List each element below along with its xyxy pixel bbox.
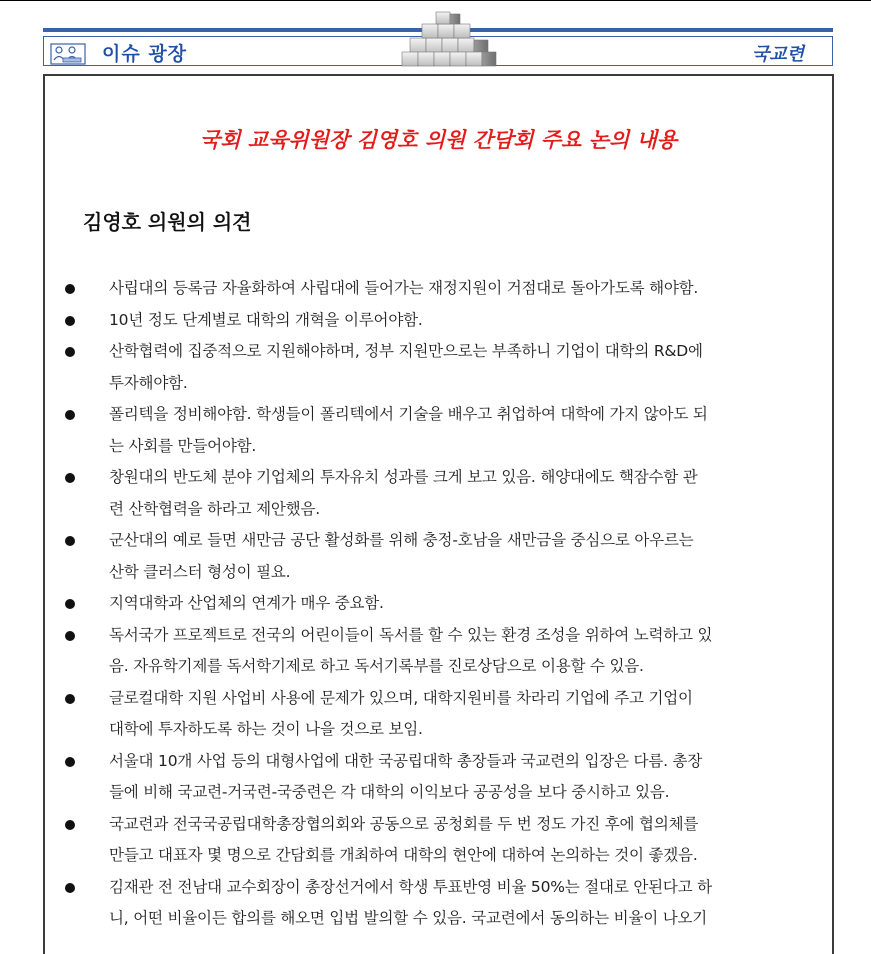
section-heading: 김영호 의원의 의견 [83, 210, 252, 234]
stacked-cubes-graphic [392, 10, 504, 68]
bullet-dot-icon [65, 316, 75, 326]
list-item [61, 746, 831, 809]
list-item [61, 305, 831, 337]
bullet-dot-icon [65, 631, 75, 641]
bullet-text-line: 김재관 전 전남대 교수회장이 총장선거에서 학생 투표반영 비율 50%는 절대로 안된다고 하 [109, 877, 712, 896]
bullet-text-line: 군산대의 예로 들면 새만금 공단 활성화를 위해 충정-호남을 새만금을 중심으로 아우르는 [109, 531, 694, 549]
org-name: 국교련 [751, 44, 804, 65]
bullet-text-line: 투자해야함. [109, 373, 188, 392]
list-item [61, 588, 831, 620]
bullet-text-line: 지역대학과 산업체의 연계가 매우 중요함. [109, 594, 384, 612]
bullet-text-line: 련 산학협력을 하라고 제안했음. [109, 499, 320, 518]
list-item [61, 809, 831, 872]
bullet-text-line: 니, 어떤 비율이든 합의를 해오면 입법 발의할 수 있음. 국교련에서 동의하는 비율이 나오기 [109, 909, 708, 927]
bullet-dot-icon [65, 536, 75, 546]
bullet-text-line: 10년 정도 단계별로 대학의 개혁을 이루어야함. [109, 310, 423, 329]
list-item [61, 525, 831, 588]
bullet-dot-icon [65, 757, 75, 767]
bullet-text-line: 국교련과 전국국공립대학총장협의회와 공동으로 공청회를 두 번 정도 가진 후에 협의체를 [109, 814, 699, 833]
bullet-text-line: 폴리텍을 정비해야함. 학생들이 폴리텍에서 기술을 배우고 취업하여 대학에 가지 않아도 되 [109, 405, 708, 423]
list-item [61, 336, 831, 399]
bullet-text-line: 창원대의 반도체 분야 기업체의 투자유치 성과를 크게 보고 있음. 해양대에도 핵잠수함 관 [109, 468, 698, 486]
bullet-text-line: 대학에 투자하도록 하는 것이 나을 것으로 보임. [109, 720, 423, 738]
list-item [61, 620, 831, 683]
list-item [61, 683, 831, 746]
meeting-people-icon [50, 43, 86, 65]
bullet-dot-icon [65, 820, 75, 830]
bullet-text-line: 사립대의 등록금 자율화하여 사립대에 들어가는 재정지원이 거점대로 돌아가도록 해야함. [109, 279, 699, 297]
bullet-dot-icon [65, 599, 75, 609]
bullet-dot-icon [65, 883, 75, 893]
bullet-text-line: 산학협력에 집중적으로 지원해야하며, 정부 지원만으로는 부족하니 기업이 대학의 R&D에 [109, 342, 703, 360]
bullet-dot-icon [65, 473, 75, 483]
bullet-dot-icon [65, 284, 75, 294]
bullet-text-line: 산학 클러스터 형성이 필요. [109, 562, 291, 581]
bullet-dot-icon [65, 410, 75, 420]
list-item [61, 462, 831, 525]
bullet-text-line: 는 사회를 만들어야함. [109, 436, 257, 455]
section-title: 이슈 광장 [102, 43, 188, 65]
document-title: 국회 교육위원장 김영호 의원 간담회 주요 논의 내용 [199, 128, 678, 152]
bullet-text-line: 글로컬대학 지원 사업비 사용에 문제가 있으며, 대학지원비를 차라리 기업에 주고 기업이 [109, 688, 693, 707]
bullet-text-line: 만들고 대표자 몇 명으로 간담회를 개최하여 대학의 현안에 대하여 논의하는 것이 좋겠음. [109, 846, 698, 864]
list-item [61, 872, 831, 935]
bullet-text-line: 독서국가 프로젝트로 전국의 어린이들이 독서를 할 수 있는 환경 조성을 위하여 노력하고 있 [109, 625, 713, 644]
content-frame [43, 74, 834, 954]
bullet-list [61, 273, 831, 935]
bullet-text-line: 음. 자유학기제를 독서학기제로 하고 독서기록부를 진로상담으로 이용할 수 있음. [109, 657, 644, 675]
bullet-dot-icon [65, 694, 75, 704]
page-header [43, 28, 833, 64]
list-item [61, 399, 831, 462]
bullet-text-line: 들에 비해 국교련-거국련-국중련은 각 대학의 이익보다 공공성을 보다 중시하고 있음. [109, 783, 670, 801]
list-item [61, 273, 831, 305]
bullet-text-line: 서울대 10개 사업 등의 대형사업에 대한 국공립대학 총장들과 국교련의 입장은 다름. 총장 [109, 751, 703, 770]
bullet-dot-icon [65, 347, 75, 357]
top-rule [0, 0, 871, 1]
